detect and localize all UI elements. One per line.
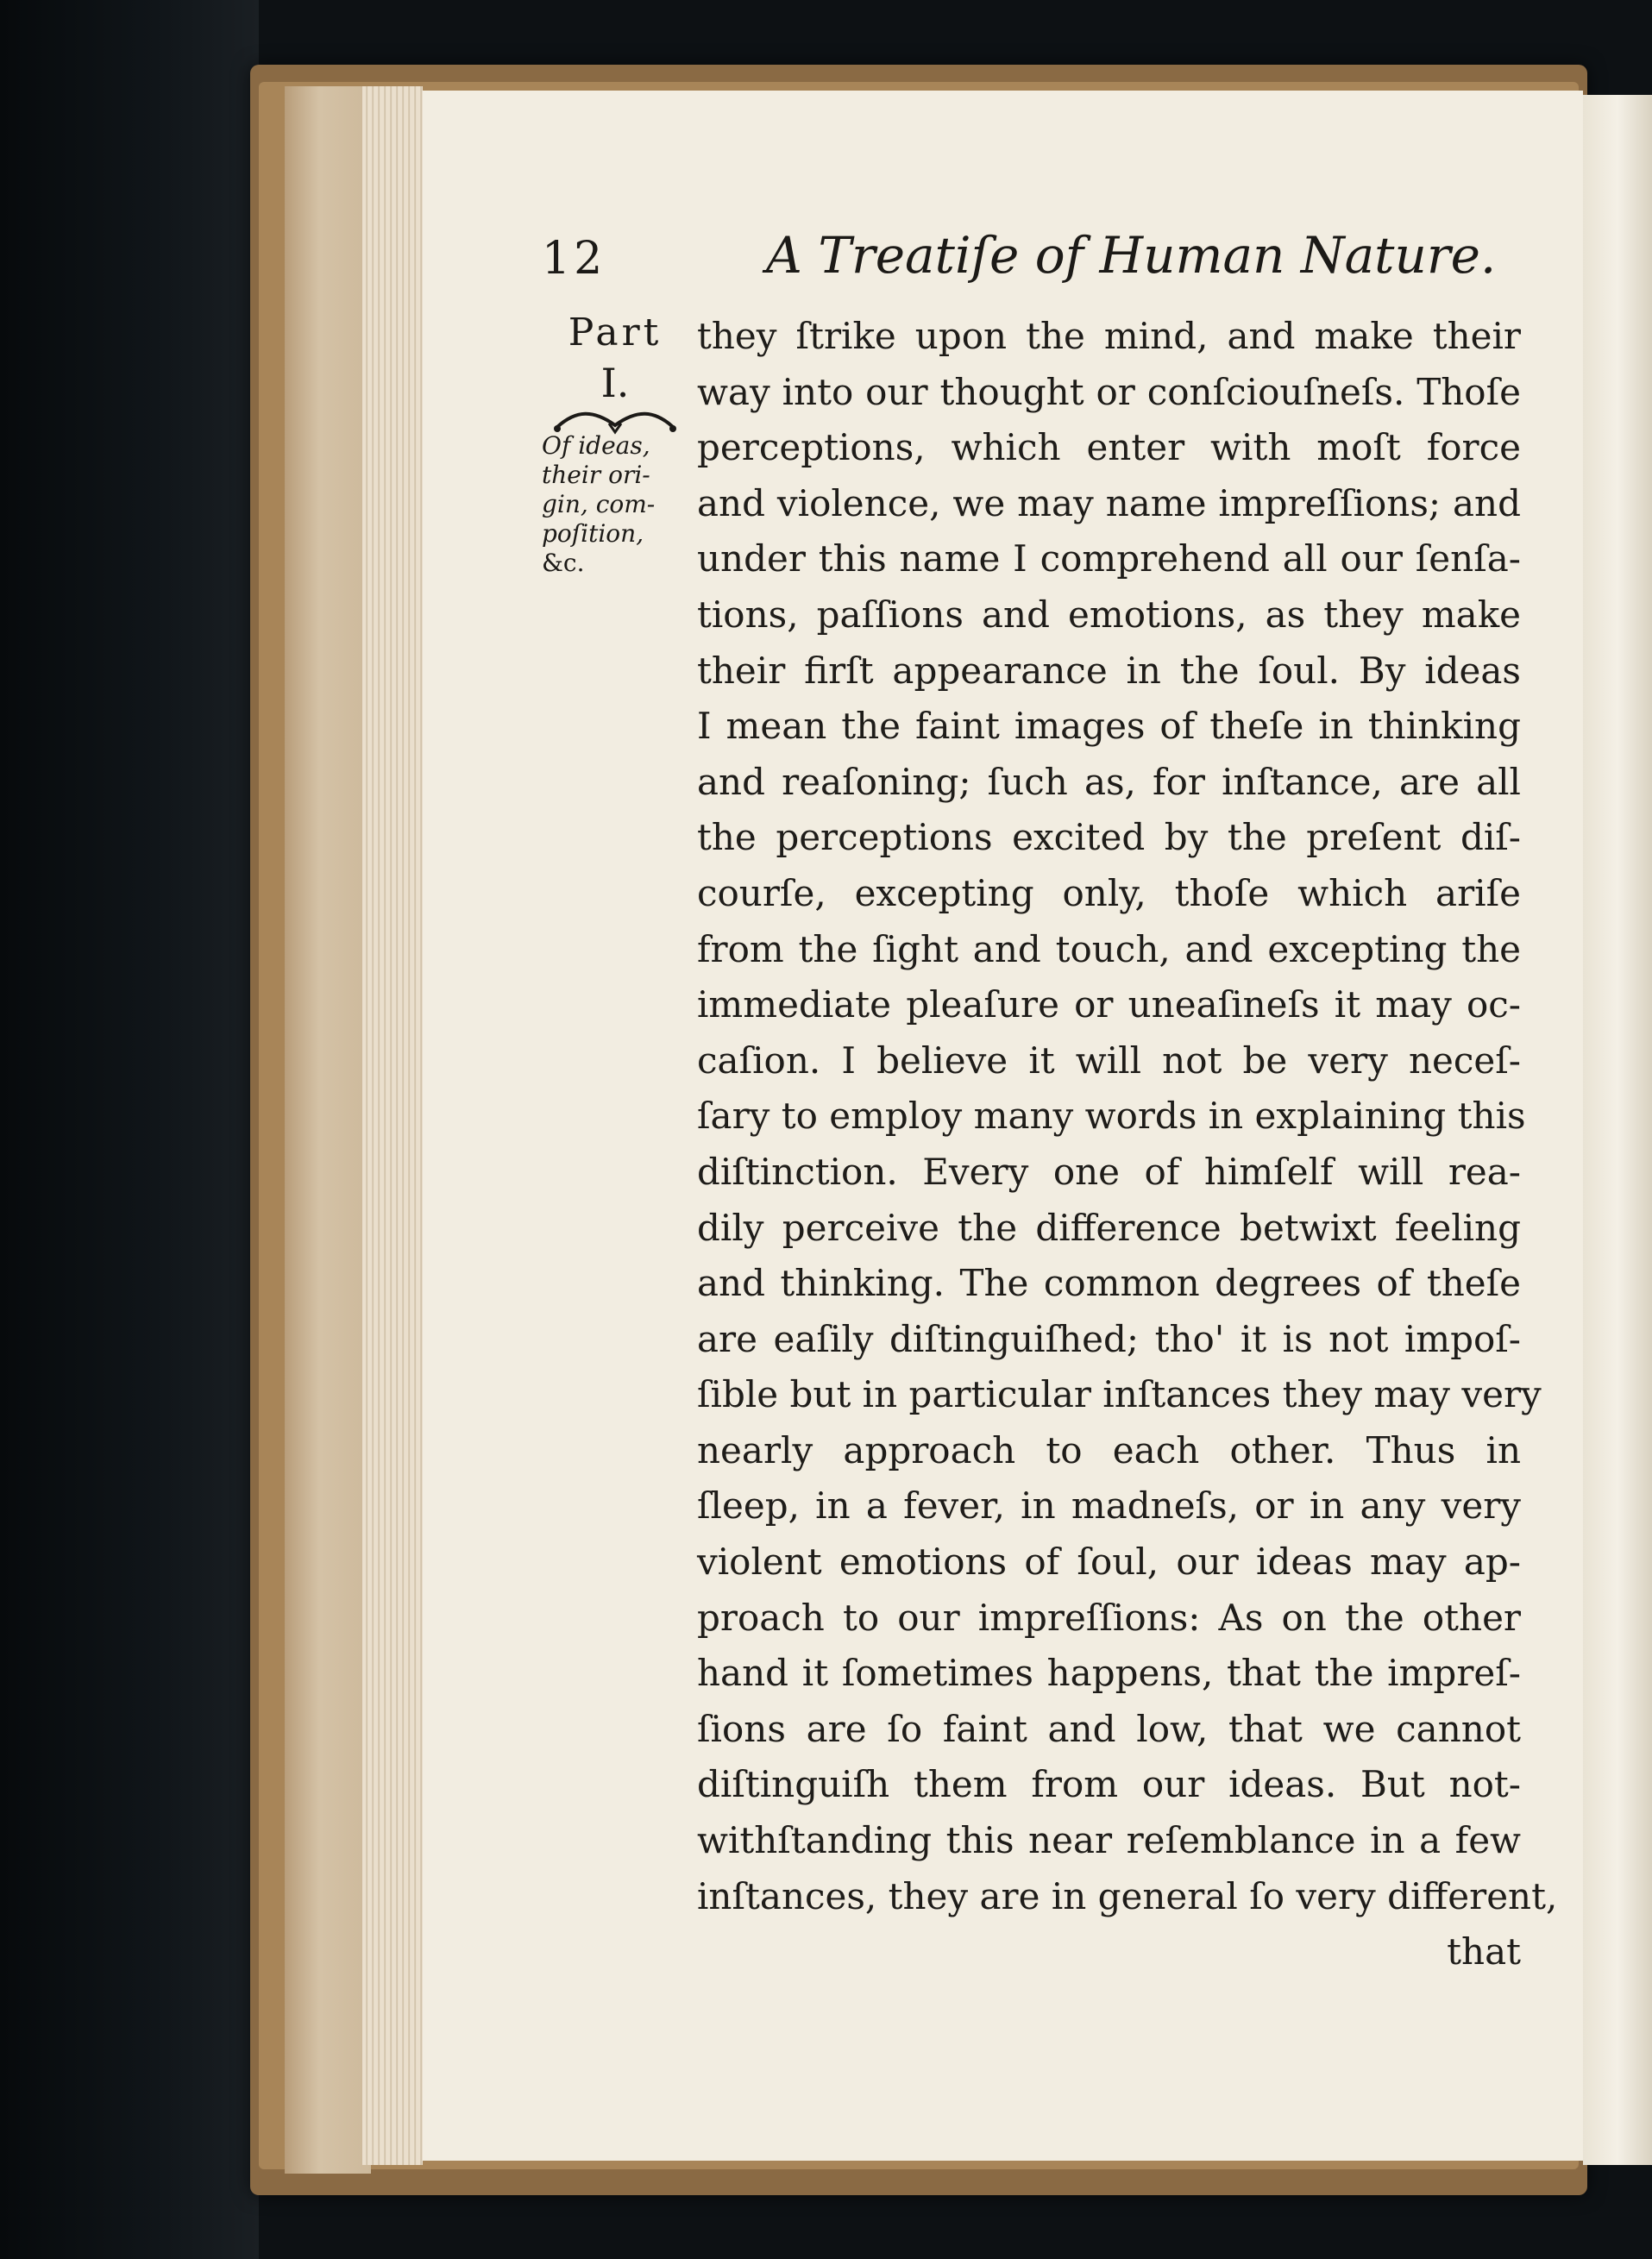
page-header [542,226,1499,295]
facing-page-edge [1583,95,1652,2165]
text-line: hand it ſometimes happens, that the impreſ- [697,1652,1521,1695]
text-line: caſion. I believe it will not be very neceſ- [697,1039,1521,1082]
text-line: inſtances, they are in general ſo very different, [697,1874,1558,1917]
text-line: courſe, excepting only, thoſe which ariſe [697,871,1521,914]
part-label: Part [568,311,663,355]
page-edges [362,86,423,2165]
text-line: proach to our impreſſions: As on the other [697,1596,1521,1639]
text-line: tions, paſſions and emotions, as they make [697,593,1521,636]
running-title: A Treatiſe of Human Nature. [766,226,1497,285]
text-line: withſtanding this near reſemblance in a few [697,1819,1521,1862]
text-line: diſtinguiſh them from our ideas. But not- [697,1763,1521,1806]
margin-note [542,311,688,577]
side-note-line: gin, com- [542,490,656,518]
text-line: and thinking. The common degrees of theſe [697,1262,1521,1305]
text-line: dily perceive the difference betwixt feeling [697,1206,1521,1249]
text-line: I mean the faint images of theſe in thinking [697,705,1521,748]
side-note-line: poſition, [542,519,644,548]
part-number: I. [600,360,630,406]
side-note-line: Of ideas, [542,431,650,460]
text-line: under this name I comprehend all our ſenſa- [697,537,1521,580]
background-shadow [0,0,259,2259]
side-note-line: their ori- [542,461,650,489]
page-number: 12 [542,233,606,285]
catchword: that [1447,1930,1521,1973]
text-line: immediate pleaſure or uneaſineſs it may oc- [697,983,1521,1026]
body-text [697,309,1558,1980]
text-line: diſtinction. Every one of himſelf will rea- [697,1150,1521,1193]
book-gutter [285,86,371,2174]
text-line: nearly approach to each other. Thus in [697,1428,1521,1471]
text-line: the perceptions excited by the preſent diſ- [697,816,1521,859]
side-note [542,431,688,578]
text-line: violent emotions of ſoul, our ideas may ap- [697,1541,1521,1584]
text-line: ſleep, in a fever, in madneſs, or in any very [697,1484,1521,1528]
text-line: their firſt appearance in the ſoul. By ideas [697,649,1521,692]
text-line: way into our thought or conſciouſneſs. Thoſe [697,370,1521,413]
text-line: and reaſoning; ſuch as, for inſtance, are all [697,760,1521,803]
text-line: are eaſily diſtinguiſhed; tho' it is not impoſ- [697,1317,1521,1360]
text-line: ſary to employ many words in explaining this [697,1095,1526,1138]
text-line: ſions are ſo faint and low, that we cannot [697,1707,1521,1750]
text-line: ſible but in particular inſtances they may very [697,1373,1542,1416]
text-line: perceptions, which enter with moſt force [697,426,1521,469]
text-line: and violence, we may name impreſſions; and [697,481,1521,524]
side-note-line: &c. [542,549,585,577]
text-line: they ſtrike upon the mind, and make their [697,315,1521,357]
text-line: from the ſight and touch, and excepting the [697,927,1521,970]
